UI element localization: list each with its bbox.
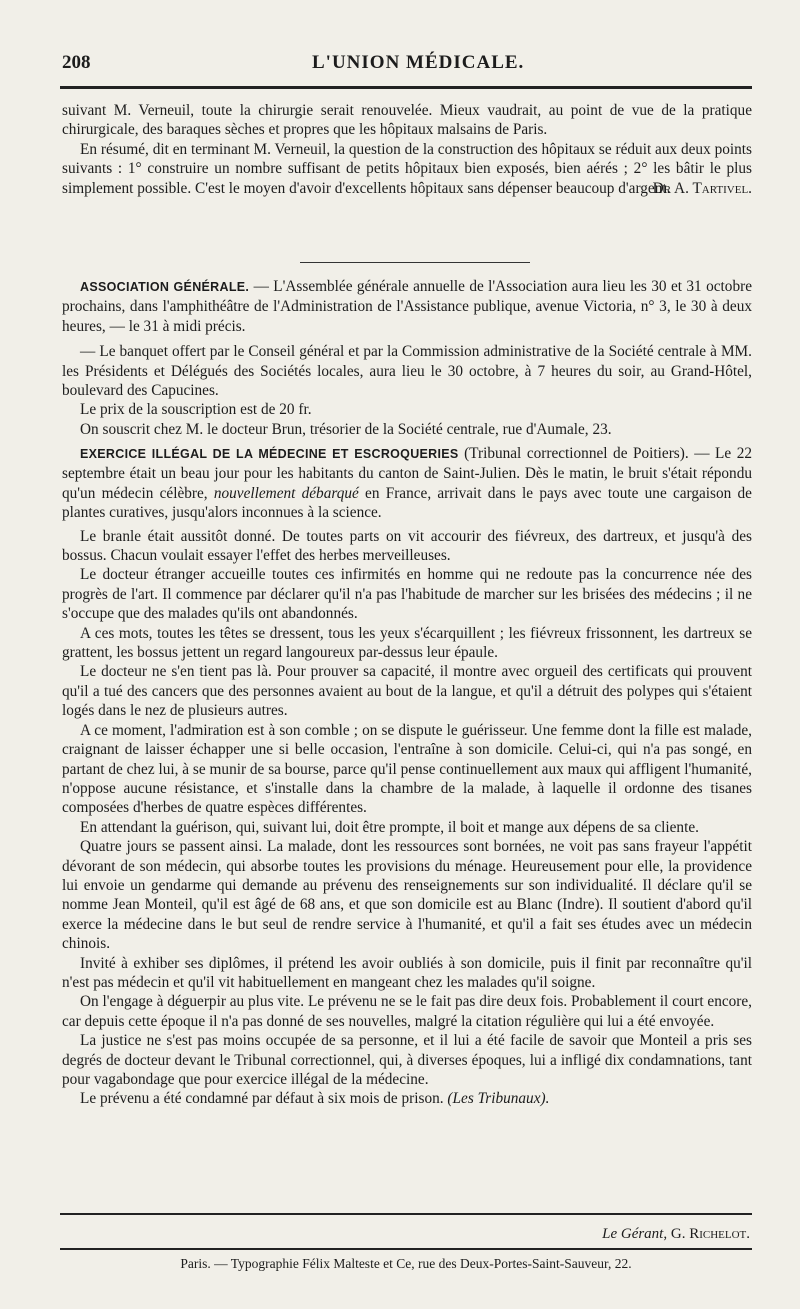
gerant-signature xyxy=(62,1226,750,1243)
gerant-name: , G. Richelot. xyxy=(663,1226,750,1242)
exercice-paragraph: A ce moment, l'admiration est à son comble ; on se dispute le guérisseur. Une femme dont la fille est malade, craignant de laisser échapper une si belle occasion, l'entraîne à son domicile. Celui-ci, qui n'a pas songé, en partant de chez lui, à se munir de sa bourse, parce qu'il pense continuellement aux maux qui affligent l'humanité, n'oppose aucune résistance, et s'installe dans la chambre de la malade, à laquelle il ordonne des tisanes composées d'herbes de quatre espèces différentes. xyxy=(62,721,752,817)
header-rule xyxy=(60,86,752,89)
verneuil-paragraph-2: En résumé, dit en terminant M. Verneuil, la question de la construction des hôpitaux se réduit aux deux points suivants : 1° construire un nombre suffisant de petits hôpitaux bien exposés, bien aérés ; 2° les bâtir le plus simplement possible. C'est le moyen d'avoir d'excellents hôpitaux sans dépenser beaucoup d'argent. xyxy=(62,140,752,197)
exercice-paragraph: La justice ne s'est pas moins occupée de sa personne, et il lui a été facile de savoir que Monteil a pris ses degrés de docteur devant le Tribunal correctionnel, qui, à diverses époques, lui a infligé dix condamnations, tant pour vagabondage que pour exercice illégal de la médecine. xyxy=(62,1032,752,1088)
exercice-verdict: Le prévenu a été condamné par défaut à six mois de prison. xyxy=(80,1090,448,1108)
exercice-paragraph: En attendant la guérison, qui, suivant lui, doit être prompte, il boit et mange aux dépens de sa cliente. xyxy=(80,818,699,836)
page-header xyxy=(62,52,752,82)
exercice-first-paragraph xyxy=(62,444,752,523)
subscription-info: On souscrit chez M. le docteur Brun, trésorier de la Société centrale, rue d'Aumale, 23. xyxy=(80,420,612,438)
section-divider xyxy=(300,262,530,263)
verneuil-paragraph-1: suivant M. Verneuil, toute la chirurgie serait renouvelée. Mieux vaudrait, au point de vue de la pratique chirurgicale, des baraques sèches et propres que les hôpitaux malsains de Paris. xyxy=(62,102,752,139)
exercice-paragraph: Le docteur ne s'en tient pas là. Pour prouver sa capacité, il montre avec orgueil des certificats qui prouvent qu'il a tué des cancers que des personnes avaient au bout de la langue, et qu'il a détruit des polypes qui s'étaient logés dans le nez de plusieurs autres. xyxy=(62,663,752,720)
exercice-paragraph: Le docteur étranger accueille toutes ces infirmités en homme qui ne redoute pas la concurrence née des progrès de l'art. Il commence par déclarer qu'il n'a pas l'habitude de marcher sur les brisées des médecins ; il ne s'occupe que des malades qu'ils ont abandonnés. xyxy=(62,566,752,623)
exercice-paragraph: A ces mots, toutes les têtes se dressent, tous les yeux s'écarquillent ; les fiévreux frissonnent, les dartreux se grattent, les bossus jettent un regard langoureux par-dessus leur épaule. xyxy=(62,624,752,662)
gerant-label: Le Gérant xyxy=(602,1226,664,1242)
footer-rule-top xyxy=(60,1213,752,1215)
association-section xyxy=(62,277,752,439)
association-paragraph xyxy=(62,277,752,336)
exercice-heading: EXERCICE ILLÉGAL DE LA MÉDECINE ET ESCROQUERIES xyxy=(80,447,459,461)
author-signature: Dr A. Tartivel. xyxy=(652,180,752,198)
association-text: — L'Assemblée générale annuelle de l'Association aura lieu les 30 et 31 octobre prochains, dans l'amphithéâtre de l'Administration de l'Assistance publique, avenue Victoria, n° 3, le 30 à deux heures, — le 31 à midi précis. xyxy=(62,278,752,335)
verneuil-section xyxy=(62,101,752,198)
exercice-first-end: en France, arrivait dans le pays avec toute une cargaison de plantes curatives, jusqu'alors inconnues à la science. xyxy=(62,484,752,522)
exercice-last-paragraph xyxy=(62,1089,752,1108)
banquet-paragraph: — Le banquet offert par le Conseil général et par la Commission administrative de la Société centrale à MM. les Présidents et Délégués des Sociétés locales, aura lieu le 30 octobre, à 7 heures du soir, au Grand-Hôtel, boulevard des Capucines. xyxy=(62,343,752,400)
exercice-paragraph: Quatre jours se passent ainsi. La malade, dont les ressources sont bornées, ne voit pas sans frayeur l'appétit dévorant de son médecin, qui absorbe toutes les provisions du ménage. Heureusement pour elle, la providence lui envoie un gendarme qui demande au prévenu des renseignements sur son individualité. Il déclare qu'il se nomme Jean Monteil, qu'il est âgé de 68 ans, et que son domicile est au Blanc (Indre). Il soutient d'abord qu'il exerce la médecine dans le but seul de rendre service à l'humanité, et qu'il a fait ses études avec un médecin chinois. xyxy=(62,838,752,953)
association-heading: ASSOCIATION GÉNÉRALE. xyxy=(80,280,250,294)
exercice-section xyxy=(62,444,752,1109)
exercice-paragraph: On l'engage à déguerpir au plus vite. Le prévenu ne se le fait pas dire deux fois. Probablement il court encore, car depuis cette époque il n'a pas donné de ses nouvelles, malgré la citation régulière qui lui a été envoyée. xyxy=(62,993,752,1030)
exercice-first-text: — Le 22 septembre était un beau jour pour les habitants du canton de Saint-Julien. Dès le matin, le bruit s'était répondu qu'un médecin célèbre, xyxy=(62,445,753,502)
page-number: 208 xyxy=(62,52,91,73)
exercice-paragraph: Le branle était aussitôt donné. De toutes parts on vit accourir des fiévreux, des dartreux, et jusqu'à des bossus. Chacun voulait essayer l'effet des herbes merveilleuses. xyxy=(62,527,752,565)
footer-rule-bottom xyxy=(60,1248,752,1250)
printer-imprint: Paris. — Typographie Félix Malteste et Ce, rue des Deux-Portes-Saint-Sauveur, 22. xyxy=(180,1256,632,1271)
running-title: L'UNION MÉDICALE. xyxy=(312,52,525,73)
exercice-paragraph: Invité à exhiber ses diplômes, il prétend les avoir oubliés à son domicile, puis il finit par reconnaître qu'il n'est pas médecin et qu'il vit habituellement en mangeant chez les malades qu'il soigne. xyxy=(62,954,752,991)
subscription-price: Le prix de la souscription est de 20 fr. xyxy=(80,401,312,419)
exercice-court: (Tribunal correctionnel de Poitiers). xyxy=(458,445,689,462)
exercice-source: (Les Tribunaux). xyxy=(447,1090,550,1108)
exercice-first-italic: nouvellement débarqué xyxy=(213,484,359,502)
